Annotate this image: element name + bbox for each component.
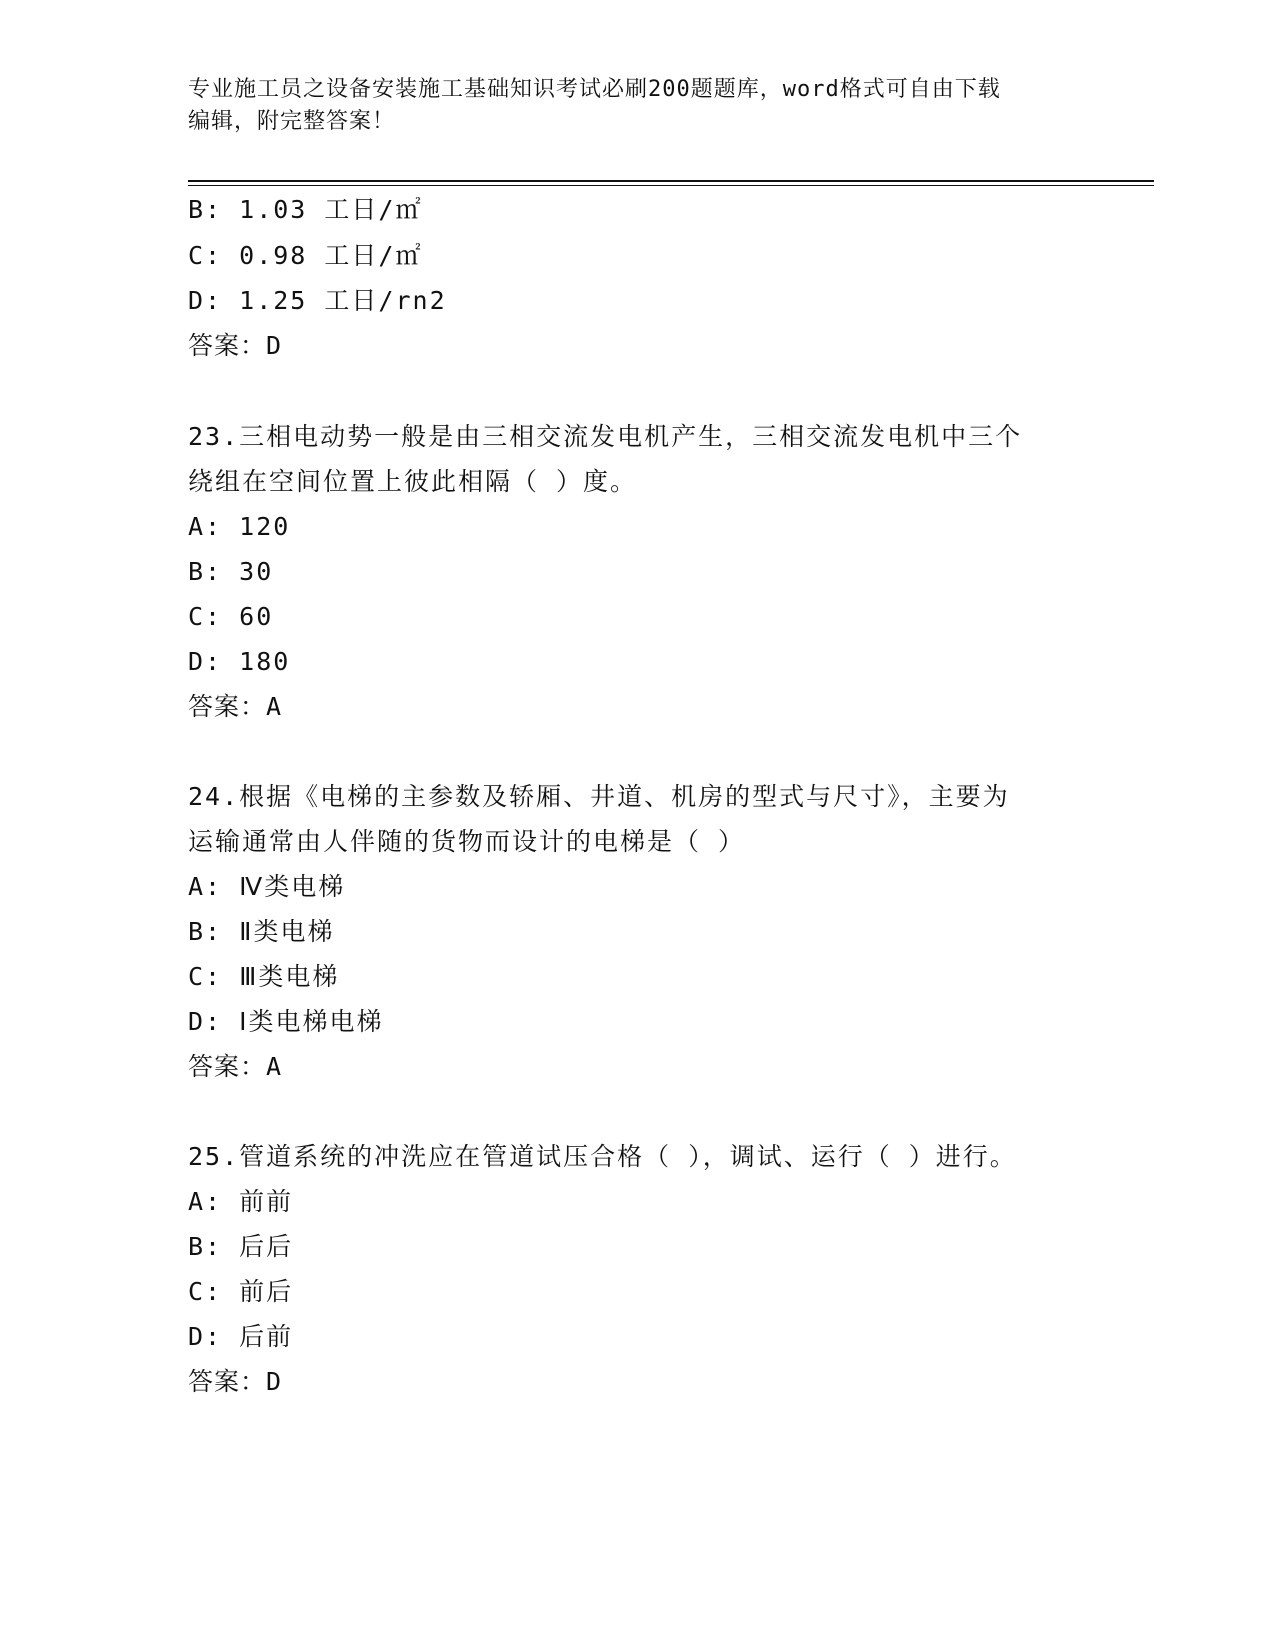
q24-stem-line-1: 24.根据《电梯的主参数及轿厢、井道、机房的型式与尺寸》，主要为 [188,782,1010,811]
header-divider-thin [188,185,1154,186]
q25-option-b: B: 后后 [188,1232,294,1261]
q24-answer: 答案：A [188,1052,283,1081]
q23-stem-line-1: 23.三相电动势一般是由三相交流发电机产生，三相交流发电机中三个 [188,422,1023,451]
q24-option-c: C: Ⅲ类电梯 [188,962,340,991]
q25-option-d: D: 后前 [188,1322,294,1351]
q24-stem-line-2: 运输通常由人伴随的货物而设计的电梯是（ ） [188,827,746,856]
q22-option-d: D: 1.25 工日/rn2 [188,286,447,315]
q24-option-d: D: Ⅰ类电梯电梯 [188,1007,384,1036]
q23-option-c: C: 60 [188,602,274,631]
q25-answer: 答案：D [188,1367,283,1396]
header-line-2: 编辑，附完整答案！ [188,109,396,134]
document-header [188,74,1088,138]
q23-option-b: B: 30 [188,557,274,586]
q23-option-a: A: 120 [188,512,291,541]
q22-answer: 答案：D [188,331,283,360]
q23-stem-line-2: 绕组在空间位置上彼此相隔（ ）度。 [188,467,638,496]
q23-answer: 答案：A [188,692,283,721]
q25-option-a: A: 前前 [188,1187,294,1216]
q22-option-c: C: 0.98 工日/㎡ [188,241,423,270]
q24-option-a: A: Ⅳ类电梯 [188,872,346,901]
q25-stem-line-1: 25.管道系统的冲洗应在管道试压合格（ ），调试、运行（ ）进行。 [188,1142,1017,1171]
header-line-1: 专业施工员之设备安装施工基础知识考试必刷200题题库，word格式可自由下载 [188,77,1001,102]
q24-option-b: B: Ⅱ类电梯 [188,917,335,946]
q22-option-b: B: 1.03 工日/㎡ [188,195,423,224]
q25-option-c: C: 前后 [188,1277,294,1306]
header-divider-thick [188,180,1154,182]
q23-option-d: D: 180 [188,647,291,676]
